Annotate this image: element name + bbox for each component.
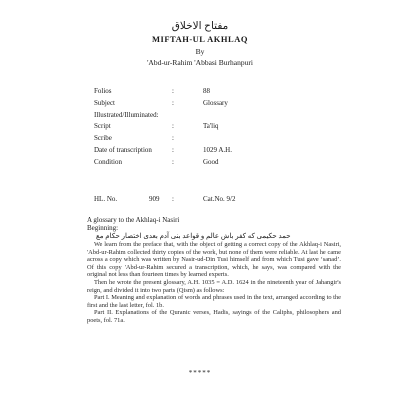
metadata-separator: : [172,145,174,154]
beginning-label: Beginning: [87,224,119,232]
metadata-row [94,121,354,133]
document-title: MIFTAH-UL AKHLAQ [152,34,248,44]
metadata-row [94,145,354,157]
metadata-row [94,98,354,110]
author-name: 'Abd-ur-Rahim 'Abbasi Burhanpuri [147,58,253,67]
hl-number: 909 [149,195,160,203]
metadata-table [94,86,354,169]
metadata-row [94,110,354,122]
metadata-value: Good [203,157,219,166]
by-line: By [195,47,205,56]
metadata-value: 1029 A.H. [203,145,232,154]
metadata-label: Date of transcription [94,145,152,154]
metadata-row [94,157,354,169]
catalogue-number: Cat.No. 9/2 [203,195,236,203]
metadata-label: Script [94,122,111,131]
paragraph: Part II. Explanations of the Quranic verses, Hadis, sayings of the Caliphs, philosophers and poets, fol. 71a. [87,309,341,324]
arabic-title: مفتاح الاخلاق [171,21,229,32]
metadata-separator: : [172,157,174,166]
paragraph: Part I. Meaning and explanation of words and phrases used in the text, arranged according to the first and the last letter, fol. 1b. [87,294,341,309]
hl-label: HL. No. [94,195,118,203]
paragraph: We learn from the preface that, with the object of getting a correct copy of the Akhlaq-i Nasiri, 'Abd-ur-Rahim collected thirty copies of the work, but none of them were reliable. At last he came across a copy which was written by Nasir-ud-Din Tusi himself and from which Tusi gave ‘sanad’. Of this copy 'Abd-ur-Rahim secured a transcription, which, he says, was compared with the original not less than fourteen times by learned experts. [87,241,341,279]
hl-separator: : [172,195,174,203]
metadata-value: 88 [203,87,210,95]
metadata-separator: : [172,87,174,95]
metadata-label: Condition [94,157,123,166]
metadata-row [94,133,354,145]
paragraph: Then he wrote the present glossary, A.H. 1035 = A.D. 1624 in the nineteenth year of Jahangir's reign, and divided it into two parts (Qism) as follows: [87,278,341,294]
metadata-value: Glossary [203,98,228,107]
metadata-value: Ta'liq [203,122,219,131]
description-body [87,241,341,325]
metadata-label: Illustrated/Illuminated: [94,110,159,119]
metadata-label: Subject [94,98,115,107]
intro-description: A glossary to the Akhlaq-i Nasiri [87,216,180,224]
metadata-separator: : [172,98,174,107]
metadata-label: Scribe [94,134,112,143]
intro-block [87,216,179,232]
metadata-row [94,86,354,98]
metadata-separator: : [172,134,174,143]
arabic-incipit: حمد حکیمی که کفر باش عالم و قواعد بنی آدم بعدی اختصار حکام مع [96,232,291,240]
closing-stars: ***** [188,369,212,377]
metadata-label: Folios [94,87,112,95]
metadata-separator: : [172,122,174,131]
